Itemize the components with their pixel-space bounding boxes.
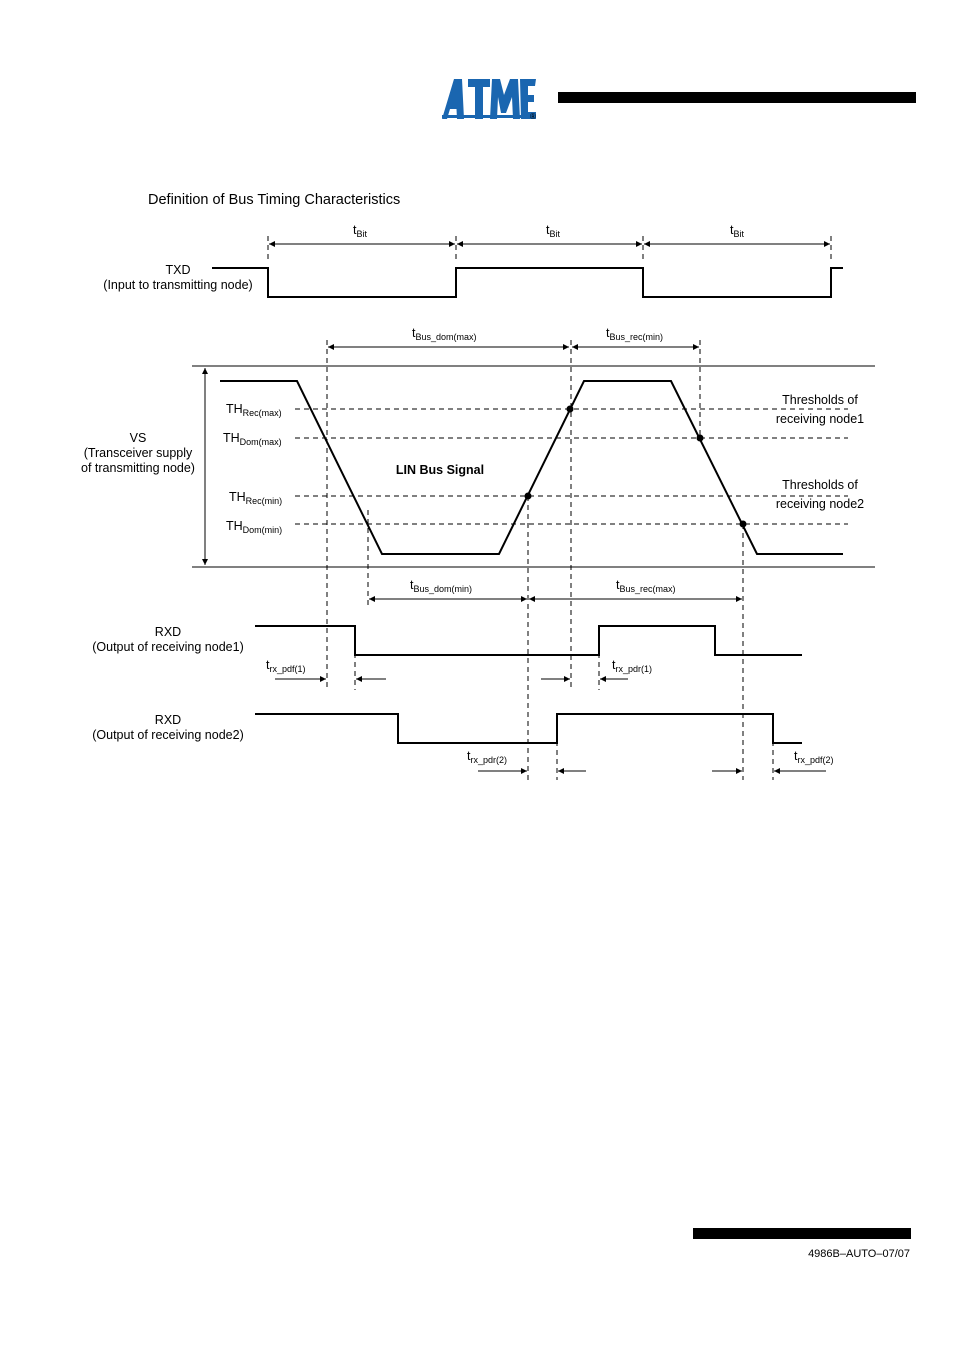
thresholds-node2-line2: receiving node2 [775,497,865,511]
rxd1-name: RXD [154,625,182,639]
vs-desc-2: of transmitting node) [81,461,195,475]
t-bit-label-2: $t_{Bit}$ [546,223,560,239]
thresholds-node1-line2: receiving node1 [775,412,865,426]
txd-name: TXD [165,263,191,277]
rxd1-desc: (Output of receiving node1) [92,640,244,654]
t-bus-dom-max-label: $t_{Bus\_dom(max)}$ [412,326,477,342]
t-bit-dimensions [268,223,831,262]
lin-bus-signal-label: LIN Bus Signal [395,463,485,477]
t-bus-rec-max-label: $t_{Bus\_rec(max)}$ [616,578,676,594]
t-bit-label-3: $t_{Bit}$ [730,223,744,239]
t-rx-pdf2-label: $t_{rx\_pdf(2)}$ [794,749,834,765]
rxd2-name: RXD [154,713,182,727]
th-dom-max-label: $TH_{Dom(max)}$ [223,431,282,447]
bus-timing-bottom [369,578,742,599]
t-bus-dom-min-label: $t_{Bus\_dom(min)}$ [410,578,473,594]
t-rx-pdr1-label: $t_{rx\_pdr(1)}$ [612,658,652,674]
vs-name: VS [129,431,147,445]
th-dom-min-label: $TH_{Dom(min)}$ [226,519,283,535]
thresholds-node2-line1: Thresholds of [782,478,858,492]
th-rec-min-label: $TH_{Rec(min)}$ [229,490,283,506]
vs-desc-1: (Transceiver supply [83,446,193,460]
lin-bus-waveform [220,381,843,554]
t-rx-node2-markers [467,749,834,771]
t-rx-pdf1-label: $t_{rx\_pdf(1)}$ [266,658,306,674]
bus-timing-top [328,326,699,347]
figure-title: Definition of Bus Timing Characteristics [148,192,401,208]
t-bit-label-1: $t_{Bit}$ [353,223,367,239]
txd-waveform [212,268,843,297]
txd-desc: (Input to transmitting node) [103,278,253,292]
t-bus-rec-min-label: $t_{Bus\_rec(min)}$ [606,326,663,342]
footer-bar [693,1228,911,1239]
thresholds-node1-line1: Thresholds of [782,393,858,407]
th-rec-max-label: $TH_{Rec(max)}$ [226,402,282,418]
rxd2-desc: (Output of receiving node2) [92,728,244,742]
document-code: 4986B–AUTO–07/07 [808,1248,910,1260]
t-rx-pdr2-label: $t_{rx\_pdr(2)}$ [467,749,507,765]
registered-mark: ® [530,112,536,121]
rxd2-waveform [255,714,802,743]
t-rx-node1-markers [266,658,652,679]
